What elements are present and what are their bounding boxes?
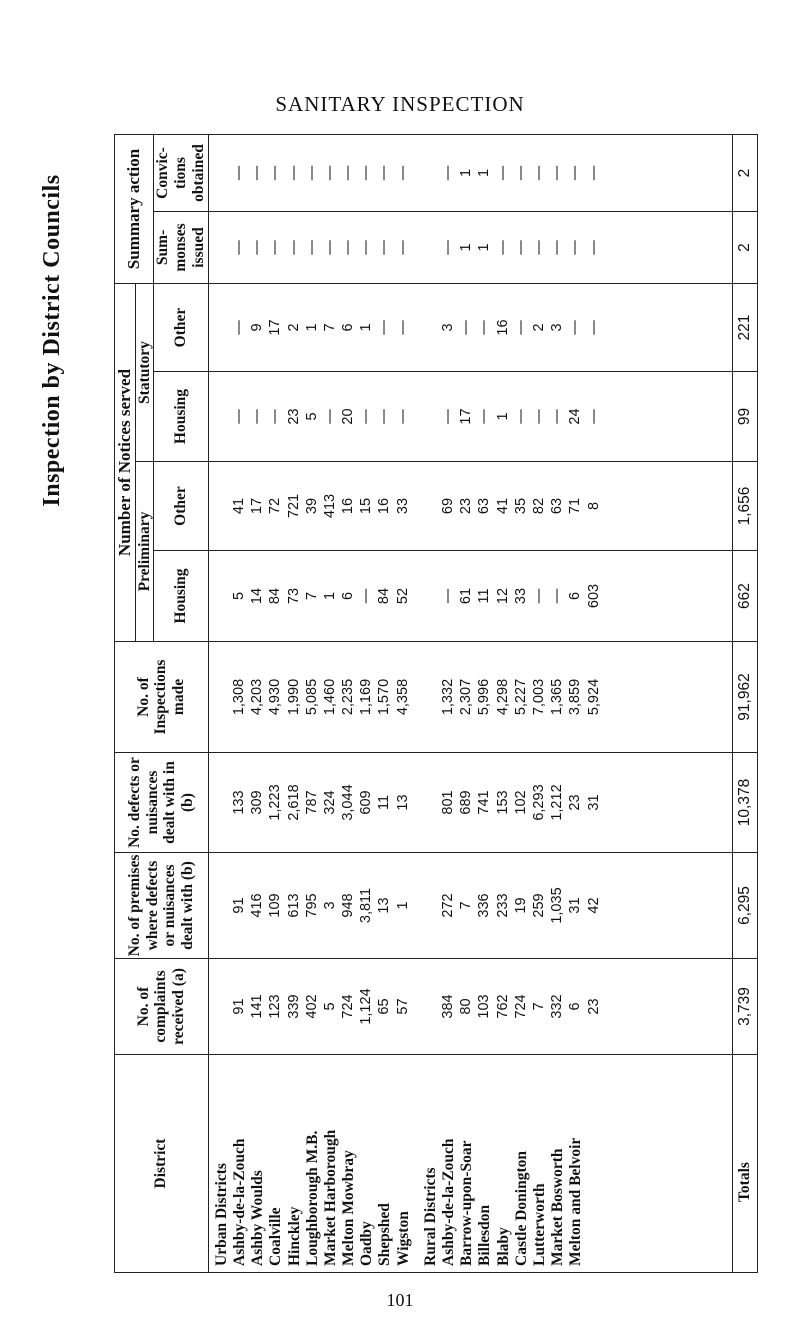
cell-value: 339 (285, 994, 302, 1019)
section-spacer (422, 214, 440, 281)
section-gap (413, 214, 422, 281)
cell-value: — (321, 409, 338, 424)
rotated-table-frame (114, 135, 758, 1273)
cell-value: 1,124 (358, 988, 375, 1025)
total-defects: 10,378 (733, 753, 758, 853)
cell-value: — (440, 588, 457, 604)
summary-group-header: Summary action (115, 134, 154, 283)
district-name: Melton Mowbray (340, 1150, 358, 1266)
cell-value: — (249, 240, 266, 255)
convictions-header: Convic-tions obtained (154, 134, 208, 211)
cell-value: — (358, 240, 375, 255)
district-name: Market Harborough (321, 1129, 339, 1266)
cell-value: 16 (376, 497, 393, 515)
cell-value: 741 (476, 790, 493, 815)
district-name: Lutterworth (530, 1183, 548, 1266)
district-name: Ashby-de-la-Zouch (230, 1138, 248, 1266)
cell-value: — (530, 165, 547, 181)
stat-housing-column (208, 372, 732, 462)
page-number: 101 (386, 1290, 414, 1310)
cell-value: — (394, 165, 411, 181)
cell-value: 1 (394, 901, 411, 910)
cell-value: 787 (303, 790, 320, 815)
cell-value: — (476, 409, 493, 424)
cell-value: 259 (530, 893, 547, 918)
cell-value: — (549, 588, 566, 604)
total-inspections: 91,962 (733, 642, 758, 753)
complaints-header: No. of complaints received (a) (115, 959, 209, 1055)
cell-value: 1,365 (549, 678, 566, 716)
cell-value: — (494, 240, 511, 255)
district-name: Melton and Belvoir (567, 1137, 585, 1266)
district-name: Shepshed (376, 1203, 394, 1266)
total-complaints: 3,739 (733, 959, 758, 1055)
cell-value: 153 (494, 790, 511, 815)
cell-value: — (530, 240, 547, 255)
section-spacer (213, 755, 231, 850)
cell-value: 102 (512, 790, 529, 815)
cell-value: — (512, 165, 529, 181)
cell-value: 1 (321, 591, 338, 601)
cell-value: 9 (249, 323, 266, 332)
section-spacer (213, 961, 231, 1052)
cell-value: — (549, 240, 566, 255)
cell-value: 6 (340, 591, 357, 601)
cell-value: — (394, 409, 411, 424)
section-spacer (422, 755, 440, 850)
section-spacer (213, 855, 231, 956)
district-column (208, 1055, 732, 1273)
cell-value: — (285, 165, 302, 181)
inspections-column (208, 642, 732, 753)
cell-value: — (440, 409, 457, 424)
section-spacer (422, 553, 440, 639)
cell-value: 84 (376, 587, 393, 605)
cell-value: 20 (340, 408, 357, 425)
cell-value: 103 (476, 994, 493, 1019)
cell-value: 7,003 (530, 678, 547, 716)
cell-value: — (585, 409, 602, 424)
cell-value: 5,996 (476, 678, 493, 716)
cell-value: 4,358 (394, 678, 411, 716)
cell-value: — (394, 240, 411, 255)
cell-value: 2,618 (285, 784, 302, 821)
section-gap (413, 1061, 422, 1266)
cell-value: 63 (476, 497, 493, 515)
prelim-housing-header: Housing (154, 551, 208, 642)
cell-value: — (567, 240, 584, 255)
cell-value: 5,085 (303, 678, 320, 716)
cell-value: 336 (476, 893, 493, 918)
cell-value: 1 (494, 412, 511, 421)
cell-value: 613 (285, 893, 302, 918)
cell-value: — (376, 320, 393, 335)
section-spacer (422, 855, 440, 956)
cell-value: — (358, 409, 375, 424)
cell-value: 801 (440, 790, 457, 815)
cell-value: 1 (458, 243, 475, 252)
section-title: Urban Districts (212, 1163, 230, 1266)
cell-value: 332 (549, 994, 566, 1019)
cell-value: 6 (340, 323, 357, 332)
prelim-housing-column (208, 551, 732, 642)
district-name: Barrow-upon-Soar (458, 1140, 476, 1266)
cell-value: 11 (476, 588, 493, 604)
cell-value: 5,924 (585, 678, 602, 716)
section-gap (413, 961, 422, 1052)
cell-value: — (549, 409, 566, 424)
cell-value: 133 (230, 790, 247, 815)
cell-value: 109 (267, 893, 284, 918)
cell-value: — (267, 409, 284, 424)
statutory-header: Statutory (135, 284, 154, 462)
cell-value: 123 (267, 994, 284, 1019)
cell-value: 309 (249, 790, 266, 815)
summonses-header: Sum-monses issued (154, 212, 208, 284)
premises-column (208, 853, 732, 959)
cell-value: — (567, 320, 584, 335)
inspection-table (114, 134, 758, 1273)
cell-value: — (230, 409, 247, 424)
cell-value: 41 (494, 497, 511, 515)
total-stat-other: 221 (733, 284, 758, 372)
cell-value: 416 (249, 893, 266, 918)
cell-value: — (249, 165, 266, 181)
cell-value: 324 (321, 790, 338, 815)
cell-value: 71 (567, 497, 584, 515)
section-gap (413, 464, 422, 548)
total-stat-housing: 99 (733, 372, 758, 462)
cell-value: — (285, 240, 302, 255)
section-spacer (422, 286, 440, 369)
cell-value: 84 (267, 587, 284, 605)
cell-value: 1 (476, 243, 493, 252)
section-spacer (213, 644, 231, 750)
section-gap (413, 137, 422, 209)
cell-value: 689 (458, 790, 475, 815)
cell-value: 3 (549, 323, 566, 332)
cell-value: 23 (458, 497, 475, 515)
cell-value: 57 (394, 998, 411, 1015)
cell-value: 65 (376, 998, 393, 1015)
cell-value: — (249, 409, 266, 424)
total-prelim-other: 1,656 (733, 462, 758, 551)
cell-value: — (476, 320, 493, 335)
section-spacer (213, 464, 231, 548)
cell-value: 12 (494, 587, 511, 605)
cell-value: — (230, 240, 247, 255)
section-gap (413, 374, 422, 459)
cell-value: — (585, 320, 602, 335)
cell-value: 7 (321, 323, 338, 332)
cell-value: 2,307 (458, 678, 475, 716)
section-spacer (422, 961, 440, 1052)
cell-value: 31 (585, 794, 602, 811)
cell-value: 16 (494, 319, 511, 336)
prelim-other-header: Other (154, 462, 208, 551)
cell-value: 7 (303, 591, 320, 601)
total-convictions: 2 (733, 134, 758, 211)
preliminary-header: Preliminary (135, 462, 154, 642)
total-summonses: 2 (733, 212, 758, 284)
cell-value: — (394, 320, 411, 335)
cell-value: 1,332 (440, 678, 457, 716)
cell-value: — (567, 165, 584, 181)
cell-value: 5 (321, 1002, 338, 1011)
cell-value: 17 (267, 319, 284, 336)
cell-value: 4,298 (494, 678, 511, 716)
cell-value: — (512, 409, 529, 424)
cell-value: 721 (285, 493, 302, 519)
cell-value: — (340, 165, 357, 181)
cell-value: 1,035 (549, 887, 566, 924)
totals-row (733, 134, 758, 1272)
cell-value: 23 (567, 794, 584, 811)
cell-value: — (267, 165, 284, 181)
cell-value: 1,169 (358, 678, 375, 716)
cell-value: 141 (249, 994, 266, 1019)
cell-value: 5 (303, 412, 320, 421)
cell-value: 42 (585, 897, 602, 914)
cell-value: — (512, 320, 529, 335)
district-header: District (115, 1055, 209, 1273)
section-spacer (422, 644, 440, 750)
cell-value: 35 (512, 497, 529, 515)
prelim-other-column (208, 462, 732, 551)
cell-value: 2,235 (340, 678, 357, 716)
cell-value: 724 (340, 994, 357, 1019)
cell-value: 1,308 (230, 678, 247, 716)
cell-value: 15 (358, 497, 375, 515)
cell-value: 1 (458, 168, 475, 178)
district-name: Ashby-de-la-Zouch (440, 1138, 458, 1266)
cell-value: — (585, 240, 602, 255)
cell-value: — (321, 165, 338, 181)
cell-value: 13 (394, 794, 411, 811)
cell-value: — (358, 165, 375, 181)
cell-value: 3,859 (567, 678, 584, 716)
cell-value: 233 (494, 893, 511, 918)
cell-value: 17 (249, 497, 266, 515)
cell-value: — (340, 240, 357, 255)
complaints-column (208, 959, 732, 1055)
cell-value: 1,212 (549, 784, 566, 821)
section-spacer (213, 374, 231, 459)
cell-value: 23 (585, 998, 602, 1015)
section-gap (413, 755, 422, 850)
defects-column (208, 753, 732, 853)
cell-value: — (376, 409, 393, 424)
cell-value: 33 (512, 587, 529, 605)
section-gap (413, 553, 422, 639)
cell-value: — (267, 240, 284, 255)
district-name: Wigston (394, 1211, 412, 1266)
cell-value: 3 (440, 323, 457, 332)
cell-value: — (321, 240, 338, 255)
cell-value: 80 (458, 998, 475, 1015)
district-name: Billesdon (476, 1204, 494, 1266)
defects-header: No. defects or nuisances dealt with in (b) (115, 753, 209, 853)
total-prelim-housing: 662 (733, 551, 758, 642)
cell-value: 8 (585, 501, 602, 511)
cell-value: 82 (530, 497, 547, 515)
cell-value: 6 (567, 591, 584, 601)
district-name: Blaby (494, 1227, 512, 1266)
district-name: Castle Donington (512, 1151, 530, 1266)
cell-value: — (440, 165, 457, 181)
notices-group-header: Number of Notices served (115, 284, 136, 642)
inspections-header: No. of Inspections made (115, 642, 209, 753)
cell-value: 6,293 (530, 784, 547, 821)
cell-value: 24 (567, 408, 584, 425)
district-name: Coalville (267, 1207, 285, 1266)
cell-value: — (530, 409, 547, 424)
cell-value: 72 (267, 497, 284, 515)
cell-value: — (303, 165, 320, 181)
cell-value: 69 (440, 497, 457, 515)
cell-value: 41 (230, 497, 247, 515)
cell-value: — (458, 320, 475, 335)
cell-value: 2 (285, 323, 302, 332)
summonses-column (208, 212, 732, 284)
cell-value: 1,223 (267, 784, 284, 821)
stat-other-header: Other (154, 284, 208, 372)
cell-value: 1 (358, 323, 375, 332)
district-name: Market Bosworth (549, 1148, 567, 1266)
cell-value: 272 (440, 893, 457, 918)
cell-value: — (512, 240, 529, 255)
side-title: Inspection by District Councils (39, 174, 65, 507)
cell-value: 23 (285, 408, 302, 425)
cell-value: 13 (376, 897, 393, 914)
cell-value: 2 (530, 323, 547, 332)
section-spacer (422, 137, 440, 209)
cell-value: 3 (321, 901, 338, 910)
district-name: Oadby (358, 1221, 376, 1266)
cell-value: 4,930 (267, 678, 284, 716)
cell-value: 7 (458, 901, 475, 910)
cell-value: 1 (476, 168, 493, 178)
section-spacer (213, 286, 231, 369)
cell-value: 6 (567, 1002, 584, 1011)
section-spacer (213, 214, 231, 281)
stat-other-column (208, 284, 732, 372)
cell-value: 1,570 (376, 678, 393, 716)
cell-value: — (585, 165, 602, 181)
cell-value: 413 (321, 493, 338, 519)
cell-value: 4,203 (249, 678, 266, 716)
cell-value: 795 (303, 893, 320, 918)
section-spacer (213, 553, 231, 639)
cell-value: 52 (394, 587, 411, 605)
cell-value: 1,460 (321, 678, 338, 716)
cell-value: 39 (303, 497, 320, 515)
cell-value: — (376, 240, 393, 255)
cell-value: 33 (394, 497, 411, 515)
cell-value: — (230, 320, 247, 335)
cell-value: 7 (530, 1002, 547, 1011)
cell-value: 61 (458, 587, 475, 605)
cell-value: 402 (303, 994, 320, 1019)
cell-value: — (376, 165, 393, 181)
cell-value: 1 (303, 323, 320, 332)
stat-housing-header: Housing (154, 372, 208, 462)
cell-value: 5,227 (512, 678, 529, 716)
page-title: SANITARY INSPECTION (275, 92, 525, 116)
cell-value: — (358, 588, 375, 604)
section-spacer (422, 374, 440, 459)
cell-value: — (440, 240, 457, 255)
cell-value: 762 (494, 994, 511, 1019)
cell-value: — (530, 588, 547, 604)
cell-value: 3,811 (358, 887, 375, 924)
cell-value: 19 (512, 897, 529, 914)
convictions-column (208, 134, 732, 211)
cell-value: 91 (230, 897, 247, 914)
cell-value: 603 (585, 583, 602, 609)
cell-value: 3,044 (340, 784, 357, 821)
data-row (208, 134, 732, 1272)
cell-value: 17 (458, 408, 475, 425)
cell-value: — (549, 165, 566, 181)
cell-value: — (494, 165, 511, 181)
cell-value: 63 (549, 497, 566, 515)
section-spacer (213, 137, 231, 209)
cell-value: 948 (340, 893, 357, 918)
cell-value: 31 (567, 897, 584, 914)
section-spacer (422, 464, 440, 548)
premises-header: No. of premises where defects or nuisances dealt with (b) (115, 853, 209, 959)
totals-label: Totals (733, 1055, 758, 1273)
district-name: Loughborough M.B. (303, 1130, 321, 1266)
cell-value: 14 (249, 587, 266, 605)
cell-value: — (230, 165, 247, 181)
cell-value: 724 (512, 994, 529, 1019)
district-name (586, 1061, 604, 1266)
cell-value: 1,990 (285, 678, 302, 716)
district-name: Ashby Woulds (249, 1170, 267, 1266)
cell-value: 11 (376, 794, 393, 811)
section-gap (413, 855, 422, 956)
section-title: Rural Districts (421, 1167, 439, 1266)
total-premises: 6,295 (733, 853, 758, 959)
section-gap (413, 286, 422, 369)
cell-value: 73 (285, 587, 302, 605)
rotated-table (114, 135, 758, 1273)
cell-value: — (303, 240, 320, 255)
cell-value: 91 (230, 998, 247, 1015)
cell-value: 609 (358, 790, 375, 815)
district-name: Hinckley (285, 1206, 303, 1266)
section-gap (413, 644, 422, 750)
cell-value: 384 (440, 994, 457, 1019)
cell-value: 16 (340, 497, 357, 515)
cell-value: 5 (230, 591, 247, 601)
